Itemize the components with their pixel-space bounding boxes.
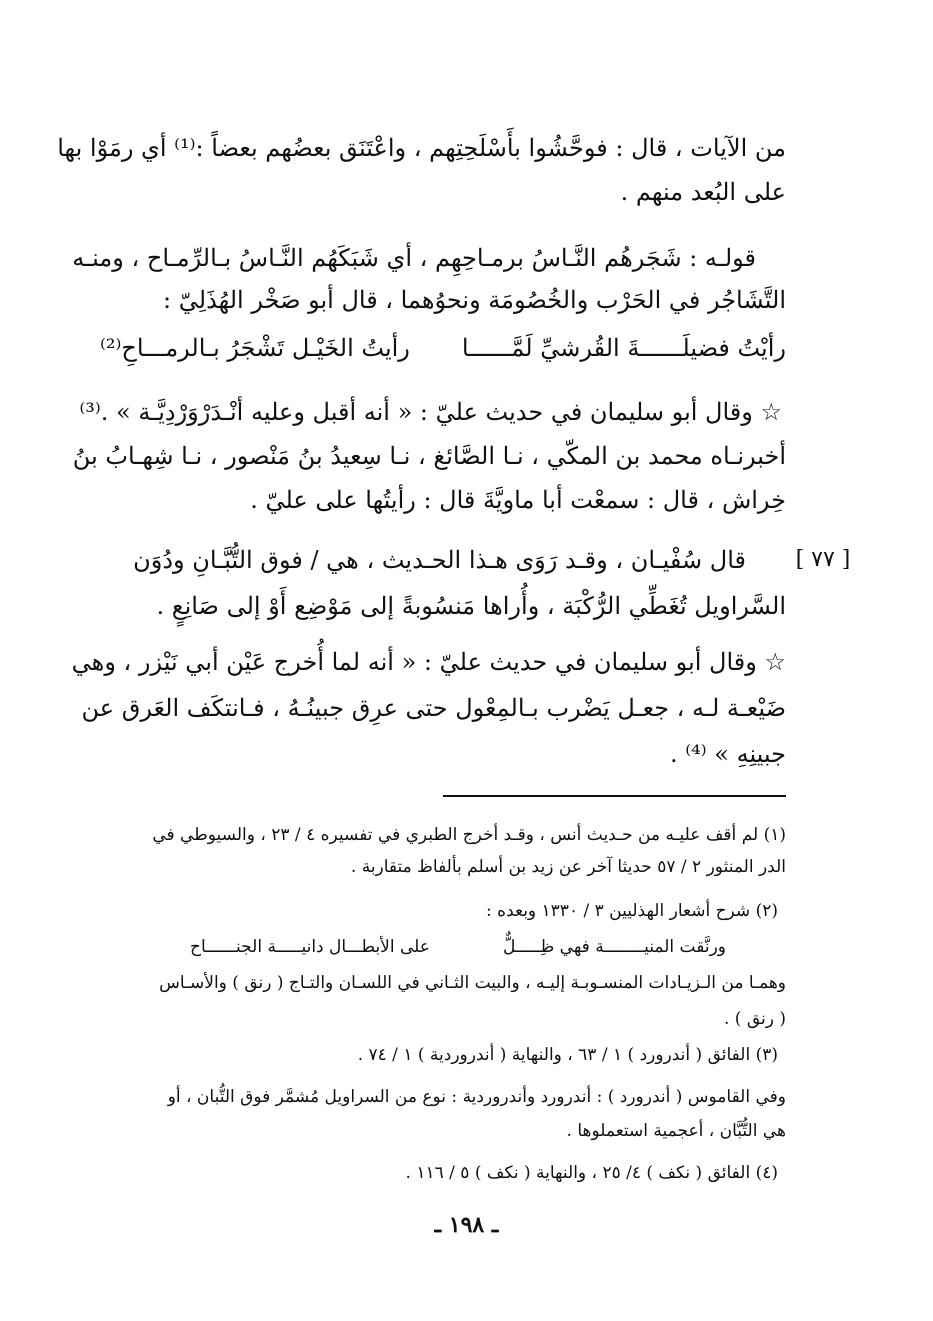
footnote-line: الدر المنثور ٢ / ٥٧ حديثا آخر عن زيد بن أسلم بألفاظ متقاربة .	[350, 857, 786, 877]
verse-second-hemistich: رأيتُ الخَيْـل تَشْجَرُ بـالرمـــاحِ⁽²⁾	[100, 334, 410, 362]
text-line: قولـه : شَجَرهُم النَّـاسُ برمـاحِهِم ، أي شَبَكَهُم النَّـاسُ بـالرِّمـاح ، ومنـه	[72, 244, 756, 272]
footnote-line: هي التُّبَّان ، أعجمية استعملوها .	[566, 1121, 786, 1141]
text-line: قال سُفْيـان ، وقـد رَوَى هـذا الحـديث ، هي / فوق التُّبَّـانِ ودُوَن	[133, 546, 746, 574]
page-number: ـ ١٩٨ ـ	[434, 1212, 499, 1238]
verse-second-hemistich: على الأبطـــال دانيـــــة الجنــــــاح	[190, 937, 430, 957]
text-line: على البُعد منهم .	[620, 178, 786, 206]
footnote-separator	[443, 795, 786, 797]
text-line: ☆ وقال أبو سليمان في حديث عليّ : « أنه لما أُخرج عَيْن أبي نَيْزر ، وهي	[71, 648, 786, 676]
text-line: ضَيْعـة لـه ، جعـل يَضْرب بـالمِعْول حتى عرِق جبينُـهُ ، فـانتكَف العَرق عن	[81, 694, 786, 722]
verse-first-hemistich: ورنَّقت المنيــــــــة فهي ظِـــــلٌّ	[502, 937, 726, 957]
footnote-line: (١) لم أقف عليـه من حـديث أنس ، وقـد أخرج الطبري في تفسيره ٤ / ٢٣ ، والسيوطي في	[152, 825, 786, 845]
text-line: من الآيات ، قال : فوحَّشُوا بأَسْلَحِتِهم ، واعْتَنَق بعضُهم بعضاً :⁽¹⁾ أي رمَوْا بها	[57, 134, 786, 162]
text-line: جبينِهِ » ⁽⁴⁾ .	[669, 740, 786, 768]
footnote-line: وهمـا من الـزيـادات المنسـوبـة إليـه ، والبيت الثـاني في اللسـان والتـاج ( رنق ) والأسـاس	[159, 973, 786, 993]
text-line: ☆ وقال أبو سليمان في حديث عليّ : « أنه أقبل وعليه أنْـدَرْوَرْدِيَّـة » .⁽³⁾	[79, 398, 782, 426]
verse-first-hemistich: رأيْتُ فضيلَــــــةَ القُرشيِّ لَمَّــــــا	[461, 334, 786, 362]
footnote-line: ( رنق ) .	[724, 1009, 786, 1029]
text-line: التَّشَاجُر في الحَرْب والخُصُومَة ونحوُهما ، قال أبو صَخْر الهُذَلِيّ :	[163, 286, 786, 314]
text-line: أخبرنـاه محمد بن المكّي ، نـا الصَّائغ ، نـا سِعيدُ بنُ مَنْصور ، نـا شِهـابُ بنُ	[72, 442, 786, 470]
footnote-line: وفي القاموس ( أندرورد ) : أندرورد وأندروردية : نوع من السراويل مُشمَّر فوق التُّبان ، أو	[167, 1087, 786, 1107]
text-line: خِراش ، قال : سمعْت أبا ماويَّةَ قال : رأيتُها على عليّ .	[250, 486, 786, 514]
footnote-verse	[100, 932, 786, 962]
text-line: السَّراويل تُغَطِّي الرُّكْبَة ، وأُراها مَنسُوبةً إلى مَوْضِع أَوْ إلى صَانِعٍ .	[156, 592, 786, 620]
footnote-line: (٤) الفائق ( نكف ) ٤/ ٢٥ ، والنهاية ( نكف ) ٥ / ١١٦ .	[405, 1163, 778, 1183]
footnote-line: (٢) شرح أشعار الهذليين ٣ / ١٣٣٠ وبعده :	[486, 901, 778, 921]
margin-page-reference: [ ٧٧ ]	[795, 547, 851, 572]
footnote-line: (٣) الفائق ( أندرورد ) ١ / ٦٣ ، والنهاية ( أندروردية ) ١ / ٧٤ .	[357, 1045, 778, 1065]
verse-row	[100, 328, 786, 368]
